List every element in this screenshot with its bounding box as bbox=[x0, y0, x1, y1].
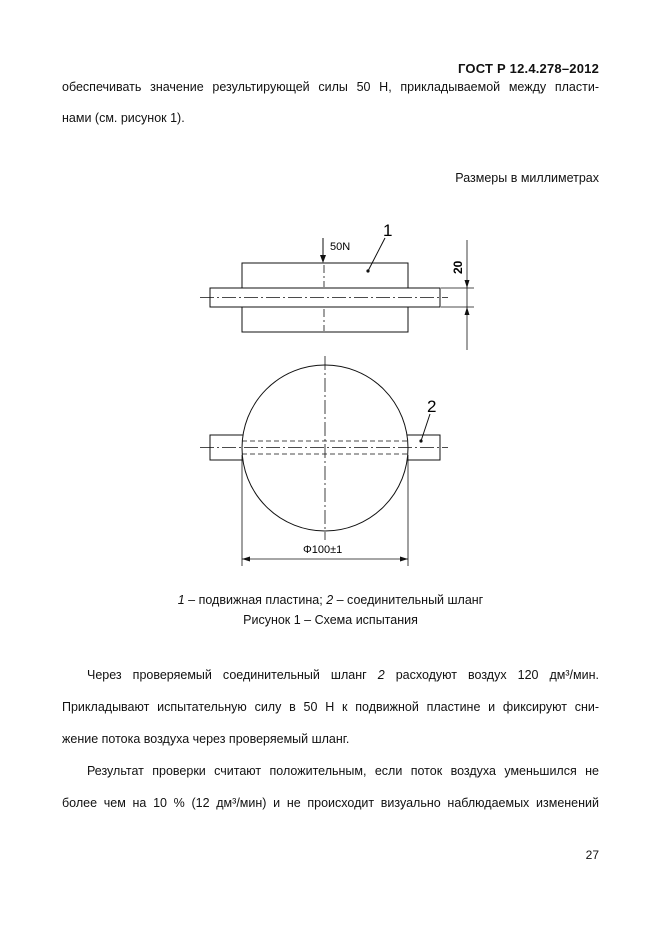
paragraph-line: жение потока воздуха через проверяемый шланг. bbox=[62, 732, 350, 746]
dim-arrow-top bbox=[465, 280, 470, 288]
paragraph-line: Через проверяемый соединительный шланг 2 расходуют воздух 120 дм³/мин. bbox=[87, 668, 599, 682]
paragraph-line: более чем на 10 % (12 дм³/мин) и не происходит визуально наблюдаемых изменений bbox=[62, 796, 599, 810]
paragraph-line: обеспечивать значение результирующей силы 50 Н, прикладываемой между пласти- bbox=[62, 80, 599, 94]
legend-number-2: 2 bbox=[326, 593, 334, 607]
legend-text-2: – соединительный шланг bbox=[333, 593, 484, 607]
callout-1-leader bbox=[368, 238, 385, 271]
force-arrowhead bbox=[320, 255, 326, 263]
callout-2-leader bbox=[421, 414, 430, 441]
figure-legend bbox=[0, 593, 661, 607]
units-note: Размеры в миллиметрах bbox=[455, 171, 599, 185]
callout-2-dot bbox=[419, 439, 422, 442]
figure-caption: Рисунок 1 – Схема испытания bbox=[243, 613, 418, 627]
page-number: 27 bbox=[585, 848, 599, 862]
dim-diameter-label: Φ100±1 bbox=[303, 544, 343, 556]
paragraph-line: Прикладывают испытательную силу в 50 Н к подвижной пластине и фиксируют сни- bbox=[62, 700, 599, 714]
dim-arrow-bottom bbox=[465, 307, 470, 315]
force-label: 50N bbox=[330, 241, 351, 253]
paragraph-line: нами (см. рисунок 1). bbox=[62, 111, 185, 125]
dia-arrow-right bbox=[400, 557, 408, 562]
dia-arrow-left bbox=[242, 557, 250, 562]
legend-text-1: – подвижная пластина; bbox=[184, 593, 327, 607]
legend-number-1: 1 bbox=[177, 593, 185, 607]
dim-height-label: 20 bbox=[451, 260, 465, 274]
document-number: ГОСТ Р 12.4.278–2012 bbox=[458, 61, 599, 76]
callout-1-dot bbox=[366, 269, 369, 272]
paragraph-line: Результат проверки считают положительным, если поток воздуха уменьшился не bbox=[87, 764, 599, 778]
hose-number-ref: 2 bbox=[377, 668, 385, 682]
callout-1: 1 bbox=[383, 221, 393, 240]
callout-2: 2 bbox=[427, 397, 437, 416]
